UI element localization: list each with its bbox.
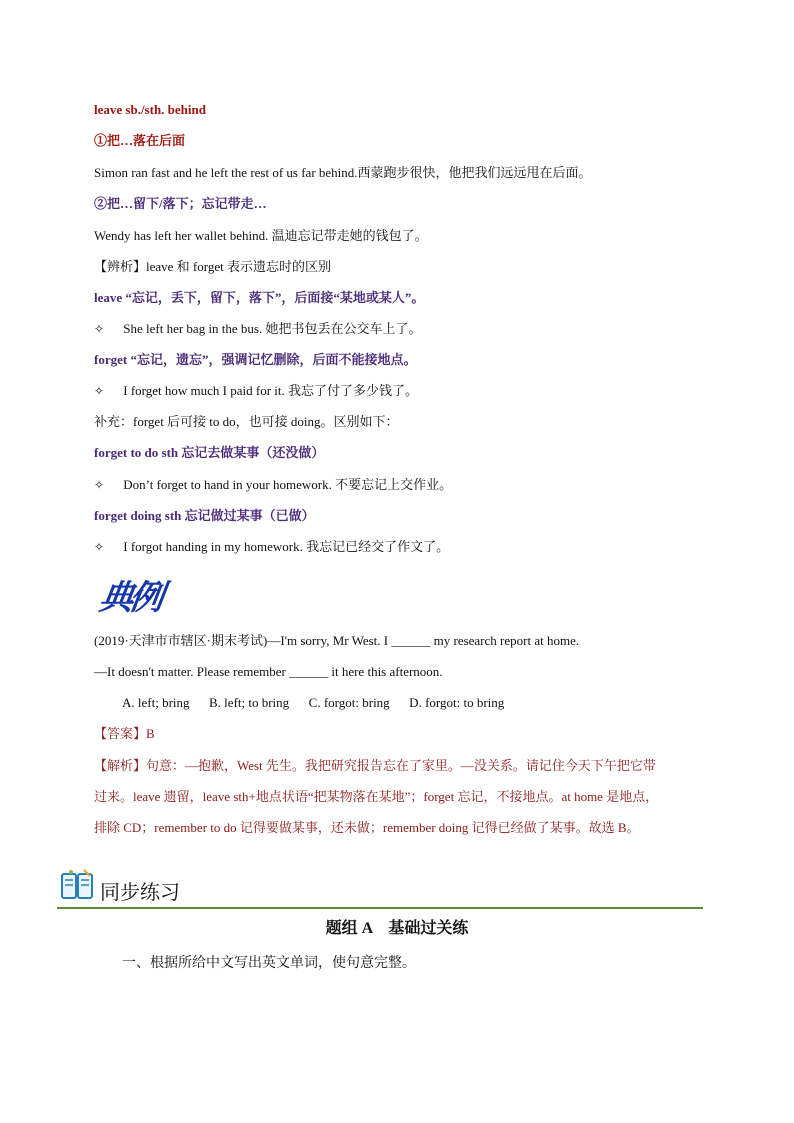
example-forget-text: I forget how much I paid for it. 我忘了付了多少钱了。 bbox=[123, 383, 418, 398]
example-leave bbox=[94, 320, 422, 338]
example-forget-to-do bbox=[94, 476, 452, 494]
diamond-icon: ✧ bbox=[94, 478, 105, 492]
example-1: Simon ran fast and he left the rest of us far behind.西蒙跑步很快，他把我们远远甩在后面。 bbox=[94, 165, 592, 180]
question-line-2: —It doesn't matter. Please remember ______ it here this afternoon. bbox=[94, 664, 443, 679]
dianli-logo: 典例 bbox=[96, 578, 163, 618]
diamond-icon: ✧ bbox=[94, 384, 105, 398]
supplement: 补充：forget 后可接 to do，也可接 doing。区别如下： bbox=[94, 414, 399, 429]
analysis-line-1: 【解析】句意：—抱歉，West 先生。我把研究报告忘在了家里。—没关系。请记住今天下午把它带 bbox=[94, 758, 656, 773]
meaning-1: ①把…落在后面 bbox=[94, 133, 186, 148]
leave-note: leave “忘记，丢下，留下，落下”，后面接“某地或某人”。 bbox=[94, 290, 425, 305]
forget-doing: forget doing sth 忘记做过某事（已做） bbox=[94, 508, 315, 523]
example-forget-doing-text: I forgot handing in my homework. 我忘记已经交了作文了。 bbox=[123, 539, 450, 554]
example-forget-doing bbox=[94, 538, 449, 556]
question-line-1: (2019·天津市市辖区·期末考试)—I'm sorry, Mr West. I ______ my research report at home. bbox=[94, 633, 580, 648]
diamond-icon: ✧ bbox=[94, 322, 105, 336]
example-leave-text: She left her bag in the bus. 她把书包丢在公交车上了。 bbox=[123, 321, 422, 336]
question-options: A. left; bring B. left; to bring C. forgot: bring D. forgot: to bring bbox=[122, 695, 505, 710]
example-2: Wendy has left her wallet behind. 温迪忘记带走她的钱包了。 bbox=[94, 228, 428, 243]
answer: 【答案】B bbox=[94, 726, 155, 741]
section-divider bbox=[57, 907, 703, 909]
analysis-line-3: 排除 CD；remember to do 记得要做某事，还未做；remember doing 记得已经做了某事。故选 B。 bbox=[94, 820, 640, 835]
book-icon bbox=[60, 868, 94, 902]
forget-note: forget “忘记，遗忘”，强调记忆删除，后面不能接地点。 bbox=[94, 352, 417, 367]
analysis-title: 【辨析】leave 和 forget 表示遗忘时的区别 bbox=[94, 259, 331, 274]
example-forget bbox=[94, 382, 418, 400]
group-title-text: 题组 A 基础过关练 bbox=[325, 920, 469, 937]
phrase-title: leave sb./sth. behind bbox=[94, 102, 206, 117]
analysis-line-2: 过来。leave 遗留，leave sth+地点状语“把某物落在某地”；forget 忘记，不接地点。at home 是地点， bbox=[94, 789, 659, 804]
diamond-icon: ✧ bbox=[94, 540, 105, 554]
meaning-2: ②把…留下/落下；忘记带走… bbox=[94, 196, 267, 211]
section-title: 同步练习 bbox=[100, 880, 180, 904]
example-forget-to-do-text: Don’t forget to hand in your homework. 不要忘记上交作业。 bbox=[123, 477, 453, 492]
instruction: 一、根据所给中文写出英文单词，使句意完整。 bbox=[122, 956, 416, 971]
forget-to-do: forget to do sth 忘记去做某事（还没做） bbox=[94, 445, 325, 460]
group-title bbox=[0, 915, 794, 938]
